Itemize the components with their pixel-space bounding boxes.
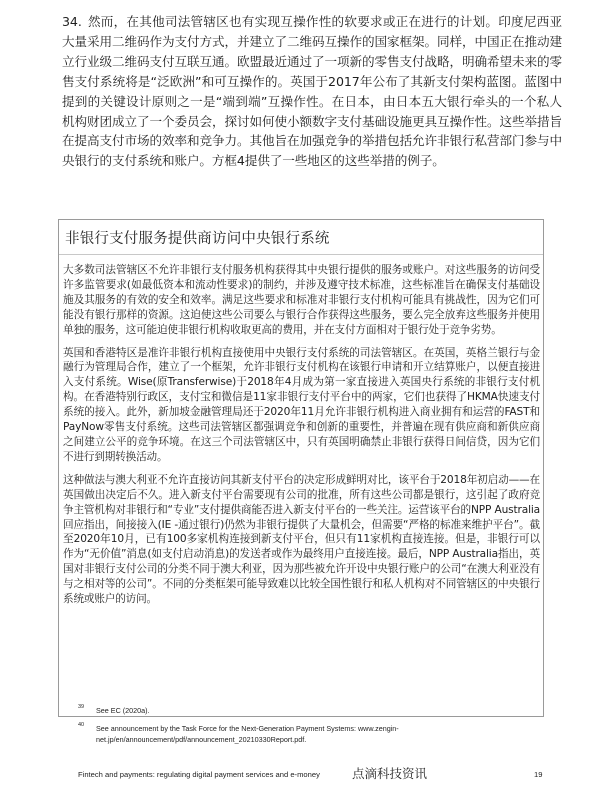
paragraph-text: 然而，在其他司法管辖区也有实现互操作性的软要求或正在进行的计划。印度尼西亚大量采用二维码作为支付方式，并建立了二维码互操作的国家框架。同样，中国正在推动建立行业级二维码支付互联互通。欧盟最近通过了一项新的零售支付战略，明确希望未来的零售支付系统将是“泛欧洲”和可互操作的。英国于2017年公布了其新支付架构蓝图。蓝图中提到的关键设计原则之一是“端到端”互操作性。在日本，由日本五大银行牵头的一个私人机构财团成立了一个委员会，探讨如何使小额数字支付基础设施更具互操作性。这些举措旨在提高支付市场的效率和竞争力。其他旨在加强竞争的举措包括允许非银行私营部门参与中央银行的支付系统和账户。方框4提供了一些地区的这些举措的例子。: [62, 14, 562, 169]
footnote-number: 40: [78, 722, 85, 728]
footnote-text: See announcement by the Task Force for the Next-Generation Payment Systems: www.zengin-net.jp/en/announcement/pdf/announcement_20210330Report.pdf.: [96, 724, 399, 744]
box-title: 非银行支付服务提供商访问中央银行系统: [65, 231, 330, 247]
box-paragraph-1: 大多数司法管辖区不允许非银行支付服务机构获得其中央银行提供的服务或账户。对这些服务的访问受许多监管要求(如最低资本和流动性要求)的制约，并涉及遵守技术标准，这些标准旨在确保支付基础设施及其服务的有效的安全和效率。满足这些要求和标准对非银行支付机构可能具有挑战性，因为它们可能没有银行那样的资源。这迫使这些公司要么与银行合作获得这些服务，要么完全放弃这些服务并使用单独的服务，这可能迫使非银行机构收取更高的费用，并在支付方面相对于银行处于竞争劣势。: [63, 264, 540, 336]
footnote-40: [78, 723, 548, 745]
box-paragraph-2: 英国和香港特区是准许非银行机构直接使用中央银行支付系统的司法管辖区。在英国，英格兰银行与金融行为管理局合作，建立了一个框架，允许非银行支付机构在该银行申请和开立结算账户，以便直接进入支付系统。Wise(原Transferwise)于2018年4月成为第一家直接进入英国央行系统的非银行支付机构。在香港特别行政区，支付宝和微信是11家非银行支付平台中的两家，它们也获得了HKMA快速支付系统的接入。此外，新加坡金融管理局还于2020年11月允许非银行机构进入商业拥有和运营的FAST和PayNow零售支付系统。这些司法管辖区都强调竞争和创新的重要性，并普遍在现有供应商和新供应商之间建立公平的竞争环境。在这三个司法管辖区中，只有英国明确禁止非银行获得日间信贷，因为它们不进行到期转换活动。: [63, 346, 540, 463]
box-title-divider: [59, 254, 543, 255]
footer-title: Fintech and payments: regulating digital payment services and e-money: [78, 770, 320, 779]
footnote-text: See EC (2020a).: [96, 706, 150, 715]
footer-watermark: 点滴科技资讯: [352, 766, 428, 781]
main-paragraph: [62, 12, 562, 171]
paragraph-number: 34.: [62, 14, 82, 29]
footnotes: [78, 705, 548, 752]
footnote-39: [78, 705, 548, 716]
box-4: [58, 219, 544, 717]
page-number: 19: [534, 770, 543, 779]
box-body: [63, 263, 540, 615]
box-paragraph-3: 这种做法与澳大利亚不允许直接访问其新支付平台的决定形成鲜明对比，该平台于2018年初启动——在英国做出决定后不久。进入新支付平台需要现有公司的批准，所有这些公司都是银行，这引起了政府竞争主管机构对非银行和“专业”支付提供商能否进入新支付平台的一些关注。运营该平台的NPP Australia回应指出，间接接入(IE -通过银行)仍然为非银行提供了大量机会，但需要“严格的标准来维护平台”。截至2020年10月，已有100多家机构连接到新支付平台，但只有11家机构直接连接。但是，非银行可以作为“无价值”消息(如支付启动消息)的发送者或作为最终用户直接连接。最后，NPP Australia指出，英国对非银行支付公司的分类不同于澳大利亚，因为那些被允许开设中央银行账户的公司“在澳大利亚没有与之相对等的公司”。不同的分类框架可能导致难以比较全国性银行和私人机构对不同管辖区的中央银行系统或账户的访问。: [63, 473, 540, 606]
footnote-number: 39: [78, 704, 85, 710]
